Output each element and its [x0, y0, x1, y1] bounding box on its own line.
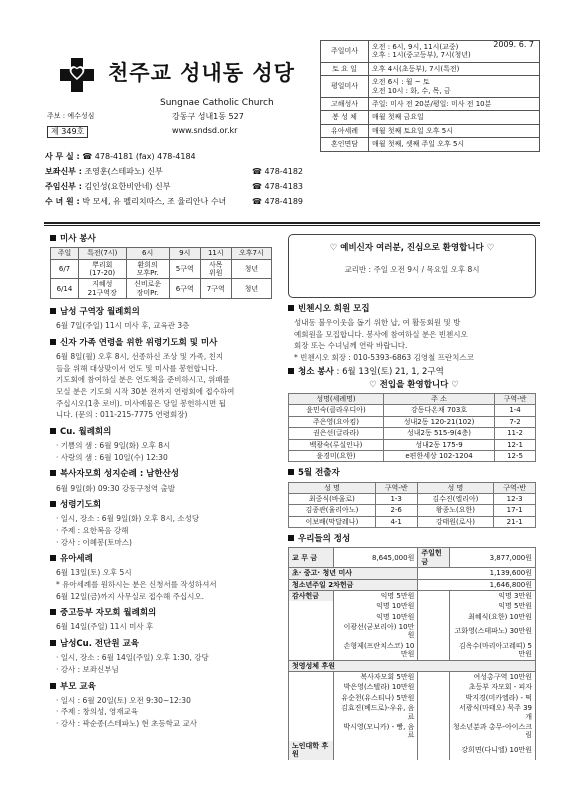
table-cell: 교 무 금 [289, 548, 334, 568]
table-cell [418, 672, 449, 683]
schedule-value: 매월 첫째 토요일 오후 5시 [369, 124, 540, 137]
section-line: · 주제 : 요한복음 강해 [56, 525, 129, 535]
section-line: 6월 14일(주일) 11시 미사 후 [56, 622, 154, 632]
welcome-text: 교리반 : 주일 오전 9시 / 목요일 오후 8시 [344, 265, 480, 275]
section-body [50, 695, 280, 730]
section-line: 6월 13일(토) 오후 5시 [56, 568, 132, 578]
table-cell: 5구역 [169, 259, 200, 279]
section-title [50, 338, 280, 348]
schedule-value: 매월 첫째 금요일 [369, 111, 540, 124]
table-row [289, 516, 536, 527]
section-title: 5월 전출자 [288, 468, 540, 478]
section-line: * 유아세례를 원하시는 분은 신청서를 작성하셔서 [56, 580, 217, 590]
table-row [289, 416, 536, 427]
staff-row: 주임신부 : 김인성(요한비안네) 신부 ☎ 478-4183 [45, 182, 304, 191]
table-cell: 복사자모회 5만원 [333, 672, 417, 683]
left-column [50, 234, 280, 736]
square-bullet-icon [50, 428, 56, 434]
table-row [289, 682, 536, 692]
column-header: 6시 [126, 248, 169, 259]
section-body [50, 351, 280, 421]
table-cell [418, 622, 449, 641]
section-title-text: 남성Cu. 전단원 교육 [60, 639, 139, 650]
transfer-in-table [288, 393, 536, 462]
table-cell: 익명 10만원 [333, 612, 417, 622]
square-bullet-icon [50, 235, 56, 241]
column-header: 구역-반 [494, 482, 536, 493]
table-row [51, 259, 272, 279]
table-cell: 청년 [231, 259, 271, 279]
church-title: 천주교 성내동 성당 [108, 60, 295, 85]
divider [44, 222, 540, 224]
section-title: 우리들의 정성 [288, 534, 540, 544]
table-cell: 서광식(마태오) 묵주 39개 [449, 703, 535, 722]
table-cell [289, 693, 334, 703]
section-body [50, 483, 280, 495]
section-line: 모실 분은 기도회 시작 30분 전까지 연령회에 접수하여 [56, 387, 235, 397]
table-cell: 권은선(글라라) [289, 428, 384, 439]
table-cell: 사목 위원 [200, 259, 231, 279]
table-cell: 김종관(율리아노) [289, 505, 376, 516]
section-body [50, 513, 280, 548]
section-title-text: 남성 구역장 월례회의 [60, 307, 140, 318]
section-title-text: Cu. 월례회의 [60, 426, 112, 437]
staff-contacts [45, 152, 310, 212]
column-header: 구역-반 [375, 482, 417, 493]
section-line: · 강사 : 보좌신부님 [56, 664, 119, 674]
table-row [289, 612, 536, 622]
schedule-label: 혼인면담 [321, 138, 369, 151]
table-row [289, 601, 536, 611]
section-line: · 일시, 장소 : 6월 14일(주일) 오후 1:30, 강당 [56, 653, 209, 663]
column-header: 9시 [169, 248, 200, 259]
column-header: 주일 [51, 248, 79, 259]
transfer-in-title: ♡ 전입을 환영합니다 ♡ [369, 379, 459, 390]
table-cell: 6/7 [51, 259, 79, 279]
section-title [50, 500, 280, 510]
table-cell: 성내2동 120-21(102) [383, 416, 494, 427]
right-column [288, 234, 540, 760]
table-cell: 왕종노(요한) [417, 505, 494, 516]
schedule-row [321, 111, 540, 124]
section-title [50, 469, 280, 479]
section-title: 청소 봉사 : 6월 13일(토) 21, 1, 2구역 [288, 367, 540, 377]
table-cell: 박시영(모니카) - 빵, 음료 [333, 722, 417, 741]
table-cell: 7-2 [495, 416, 536, 427]
table-row [289, 660, 536, 671]
table-cell: 첫영성체 후원 [289, 660, 536, 671]
section-line: * 빈첸시오 회장 : 010-5393-6863 김영철 프란치스코 [294, 353, 474, 363]
section-line: · 일시, 장소 : 6월 9일(화) 오후 8시, 소성당 [56, 514, 200, 524]
section-line: 주십시오(1총 로비). 미사예물은 당일 봉헌하시면 됩 [56, 398, 226, 408]
table-cell [289, 601, 334, 611]
table-cell: 3,877,000원 [449, 548, 535, 568]
table-cell [418, 641, 449, 660]
table-cell [333, 741, 417, 760]
schedule-label: 평일미사 [321, 76, 369, 98]
welcome-box [288, 234, 536, 298]
table-cell: 11-2 [495, 428, 536, 439]
mass-service-table [50, 247, 272, 299]
section-title: 미사 봉사 [50, 234, 280, 244]
table-row [289, 439, 536, 450]
section-title-text: 중고등부 자모회 월례회의 [60, 608, 157, 619]
table-cell: 노인대학 후원 [289, 741, 334, 760]
section-line: 성내동 불우이웃을 돕기 위한 납, 여 활동회원 및 방 [294, 318, 461, 328]
table-cell: 청소년주일 2차헌금 [289, 579, 418, 590]
section-line: 6월 7일(주일) 11시 미사 후, 교육관 3층 [56, 321, 190, 331]
table-cell: 성내2동 515-9(4층) [383, 428, 494, 439]
section-line: 니다. (문의 : 011-215-7775 연령회장) [56, 410, 188, 420]
section-line: 예회원을 모집합니다. 봉사에 참여하실 분은 빈첸시오 [294, 329, 468, 339]
table-cell [289, 703, 334, 722]
table-cell: 박은영(스텔라) 10만원 [333, 682, 417, 692]
table-cell: 2-6 [375, 505, 417, 516]
table-cell: 12-3 [494, 493, 536, 504]
table-cell: e편한세상 102-1204 [383, 451, 494, 462]
table-cell: 6구역 [169, 279, 200, 299]
table-cell [289, 682, 334, 692]
section-line: · 일시 : 6월 20일(토) 오전 9:30~12:30 [56, 695, 191, 705]
square-bullet-icon [50, 609, 56, 615]
table-cell: 1-3 [375, 493, 417, 504]
table-cell: 강희면(다니엘) 10만원 [449, 741, 535, 760]
issue-number: 제 349호 [47, 126, 88, 138]
table-cell: 윤경미(요한) [289, 451, 384, 462]
staff-row: 사 무 실 : ☎ 478-4181 (fax) 478-4184 [45, 152, 196, 161]
bulletin-date: 2009. 6. 7 [493, 40, 534, 49]
table-row [289, 568, 536, 579]
schedule-row [321, 62, 540, 75]
table-cell [289, 672, 334, 683]
welcome-title: ♡ 예비신자 여러분, 진심으로 환영합니다 ♡ [329, 243, 495, 253]
section-body [50, 440, 280, 463]
spacer [50, 730, 280, 736]
section-body [50, 652, 280, 675]
section-line: · 기쁨의 샘 : 6월 9일(화) 오후 8시 [56, 441, 171, 451]
column-header: 오후7시 [231, 248, 271, 259]
schedule-row [321, 41, 540, 63]
table-cell: 주일헌금 [418, 548, 449, 568]
table-row [51, 279, 272, 299]
table-row [289, 741, 536, 760]
table-row [289, 672, 536, 683]
table-cell: 지혜성 21구역장 [78, 279, 126, 299]
square-bullet-icon [50, 470, 56, 476]
schedule-row [321, 97, 540, 110]
square-bullet-icon [50, 683, 56, 689]
staff-row: 보좌신부 : 조영훈(스테파노) 신부 ☎ 478-4182 [45, 167, 304, 176]
square-bullet-icon [50, 501, 56, 507]
column-header: 성 명 [289, 482, 376, 493]
table-cell [418, 703, 449, 722]
schedule-row [321, 138, 540, 151]
table-cell: 박지경(미카엘라) - 떡 [449, 693, 535, 703]
table-cell: 17-1 [494, 505, 536, 516]
table-cell [289, 622, 334, 641]
table-cell: 8,645,000원 [333, 548, 417, 568]
schedule-row [321, 76, 540, 98]
section-body [50, 621, 280, 633]
table-row [289, 548, 536, 568]
table-row [289, 641, 536, 660]
schedule-label: 봉 성 체 [321, 111, 369, 124]
table-cell: 유순천(유스티나) 5만원 [333, 693, 417, 703]
section-line: · 강사 : 곽순종(스테파노) 현 초등학교 교사 [56, 718, 197, 728]
section-line: 6월 9일(화) 09:30 강동구청역 출발 [56, 483, 175, 493]
table-cell [418, 722, 449, 741]
schedule-label: 토 요 일 [321, 62, 369, 75]
table-cell: 1-4 [495, 405, 536, 416]
table-cell: 익명 3만원 [449, 590, 535, 601]
table-row [289, 405, 536, 416]
table-cell: 최혜식(요한) 10만원 [449, 612, 535, 622]
divider [44, 225, 540, 226]
section-line: 6월 12일(금)까지 사무실로 접수해 주십시오. [56, 591, 205, 601]
table-row [289, 622, 536, 641]
table-cell: 김옥수(마리아고레띠) 5만원 [449, 641, 535, 660]
website-link[interactable]: www.sndsd.or.kr [172, 126, 238, 135]
section-line: 기도회에 참여하실 분은 연도책을 준비하시고, 위패를 [56, 375, 230, 385]
table-cell: 12-1 [495, 439, 536, 450]
table-cell: 청년 [231, 279, 271, 299]
table-cell: 손형제(프란치스코) 10만원 [333, 641, 417, 660]
table-cell: 백광숙(루실인나) [289, 439, 384, 450]
schedule-value: 오후 4시(초등부), 7시(특전) [369, 62, 540, 75]
table-cell: 강동다온채 703호 [383, 405, 494, 416]
table-cell [418, 601, 449, 611]
section-title-text: 신자 가족 연령을 위한 위령기도회 및 미사 [60, 337, 218, 348]
square-bullet-icon [50, 339, 56, 345]
table-cell [289, 612, 334, 622]
table-cell: 윤민숙(클라우디아) [289, 405, 384, 416]
section-title-text: 유아세례 [60, 554, 93, 565]
patron-saint: 주보 : 예수성심 [47, 112, 95, 120]
column-header: 구역-반 [495, 394, 536, 405]
table-cell: 이광선(굳보리아) 10만원 [333, 622, 417, 641]
table-row [289, 493, 536, 504]
section-title [50, 639, 280, 649]
table-cell: 이보배(막달레나) [289, 516, 376, 527]
section-line: · 주제 : 창의성, 영재교육 [56, 707, 139, 717]
square-bullet-icon [288, 305, 294, 311]
table-cell [418, 741, 449, 760]
table-cell: 익명 5만원 [449, 601, 535, 611]
church-logo-icon [58, 56, 96, 94]
section-line: · 사랑의 샘 : 6월 10일(수) 12:30 [56, 452, 168, 462]
table-cell [418, 693, 449, 703]
notice-list [50, 307, 280, 735]
table-cell: 여성총구역 10만원 [449, 672, 535, 683]
section-body [50, 320, 280, 332]
column-header: 성 명 [417, 482, 494, 493]
table-cell: 초등부 자모회 - 피자 [449, 682, 535, 692]
square-bullet-icon [288, 469, 294, 475]
table-row [289, 722, 536, 741]
table-cell: 환희의 모후Pr. [126, 259, 169, 279]
table-cell [289, 722, 334, 741]
table-cell: 1,646,800원 [418, 579, 536, 590]
column-header: 특전(7시) [78, 248, 126, 259]
schedule-value: 주일: 미사 전 20분/평일: 미사 전 10분 [369, 97, 540, 110]
church-address: 강동구 성내1동 527 [172, 112, 244, 121]
table-cell: 고화영(스테파노) 30만원 [449, 622, 535, 641]
table-cell: 초· 중고· 청년 미사 [289, 568, 418, 579]
section-body [50, 567, 280, 602]
mass-schedule-table [320, 40, 540, 152]
column-header: 주 소 [383, 394, 494, 405]
square-bullet-icon [288, 368, 294, 374]
section-line: · 강사 : 이혜봉(토마스) [56, 537, 132, 547]
table-cell [418, 612, 449, 622]
square-bullet-icon [50, 555, 56, 561]
table-cell: 청소년분과 총무-아이스크림 [449, 722, 535, 741]
column-header: 성명(세례명) [289, 394, 384, 405]
table-cell: 신비로운 장미Pr. [126, 279, 169, 299]
table-row [289, 703, 536, 722]
section-title [50, 307, 280, 317]
section-line: 6월 8일(월) 오후 8시, 선종하신 조상 및 가족, 친지 [56, 352, 224, 362]
table-row [289, 579, 536, 590]
table-cell: 성내2동 175-9 [383, 439, 494, 450]
table-cell: 주은영(요아킴) [289, 416, 384, 427]
section-title [50, 427, 280, 437]
square-bullet-icon [288, 535, 294, 541]
table-row [289, 590, 536, 601]
staff-row: 수 녀 원 : 박 모세, 유 펠리치따스, 조 율리안나 수녀 ☎ 478-4189 [45, 197, 304, 206]
church-english-name: Sungnae Catholic Church [160, 98, 274, 108]
section-title: 빈첸시오 회원 모집 [288, 304, 540, 314]
section-title [50, 682, 280, 692]
table-row [289, 505, 536, 516]
table-cell: 익명 10만원 [333, 601, 417, 611]
square-bullet-icon [50, 640, 56, 646]
table-row [289, 693, 536, 703]
table-cell: 감사헌금 [289, 590, 334, 601]
table-cell: 21-1 [494, 516, 536, 527]
section-title-text: 부모 교육 [60, 681, 96, 692]
transfer-out-table [288, 482, 536, 529]
schedule-label: 고해성사 [321, 97, 369, 110]
section-line: 들을 위해 대상맞이서 연도 및 미사를 봉헌합니다. [56, 363, 218, 373]
table-row [289, 451, 536, 462]
table-cell [289, 641, 334, 660]
table-cell: 12-5 [495, 451, 536, 462]
section-title [50, 608, 280, 618]
table-cell: 익명 5만원 [333, 590, 417, 601]
table-cell: 강태원(로사) [417, 516, 494, 527]
section-title-text: 복사자모회 성지순례 : 남한산성 [60, 469, 180, 480]
table-cell: 김수진(엘리아) [417, 493, 494, 504]
schedule-value: 매월 첫째, 셋째 주일 오후 5시 [369, 138, 540, 151]
section-title [50, 554, 280, 564]
schedule-label: 유아세례 [321, 124, 369, 137]
table-cell [418, 682, 449, 692]
column-header: 11시 [200, 248, 231, 259]
table-cell: 최중식(바울로) [289, 493, 376, 504]
table-cell: 뿌리회 (17-20) [78, 259, 126, 279]
schedule-row [321, 124, 540, 137]
schedule-value: 오전 6시 : 월 ~ 토 오전 10시 : 화, 수, 목, 금 [369, 76, 540, 98]
table-row [289, 428, 536, 439]
vincent-text [288, 317, 540, 364]
table-cell: 1,139,600원 [418, 568, 536, 579]
table-cell: 6/14 [51, 279, 79, 299]
offerings-table [288, 547, 536, 759]
table-cell: 김효진(베드로)-우유, 음료 [333, 703, 417, 722]
schedule-label: 주일미사 [321, 41, 369, 63]
table-cell: 4-1 [375, 516, 417, 527]
square-bullet-icon [50, 308, 56, 314]
section-line: 회장 또는 수녀님께 연락 바랍니다. [294, 341, 408, 351]
section-title-text: 성령기도회 [60, 500, 102, 511]
schedule-value: 오전 : 6시, 9시, 11시(교중) 오후 : 1시(중고등부), 7시(청년) [369, 41, 540, 63]
table-cell: 7구역 [200, 279, 231, 299]
table-cell [418, 590, 449, 601]
